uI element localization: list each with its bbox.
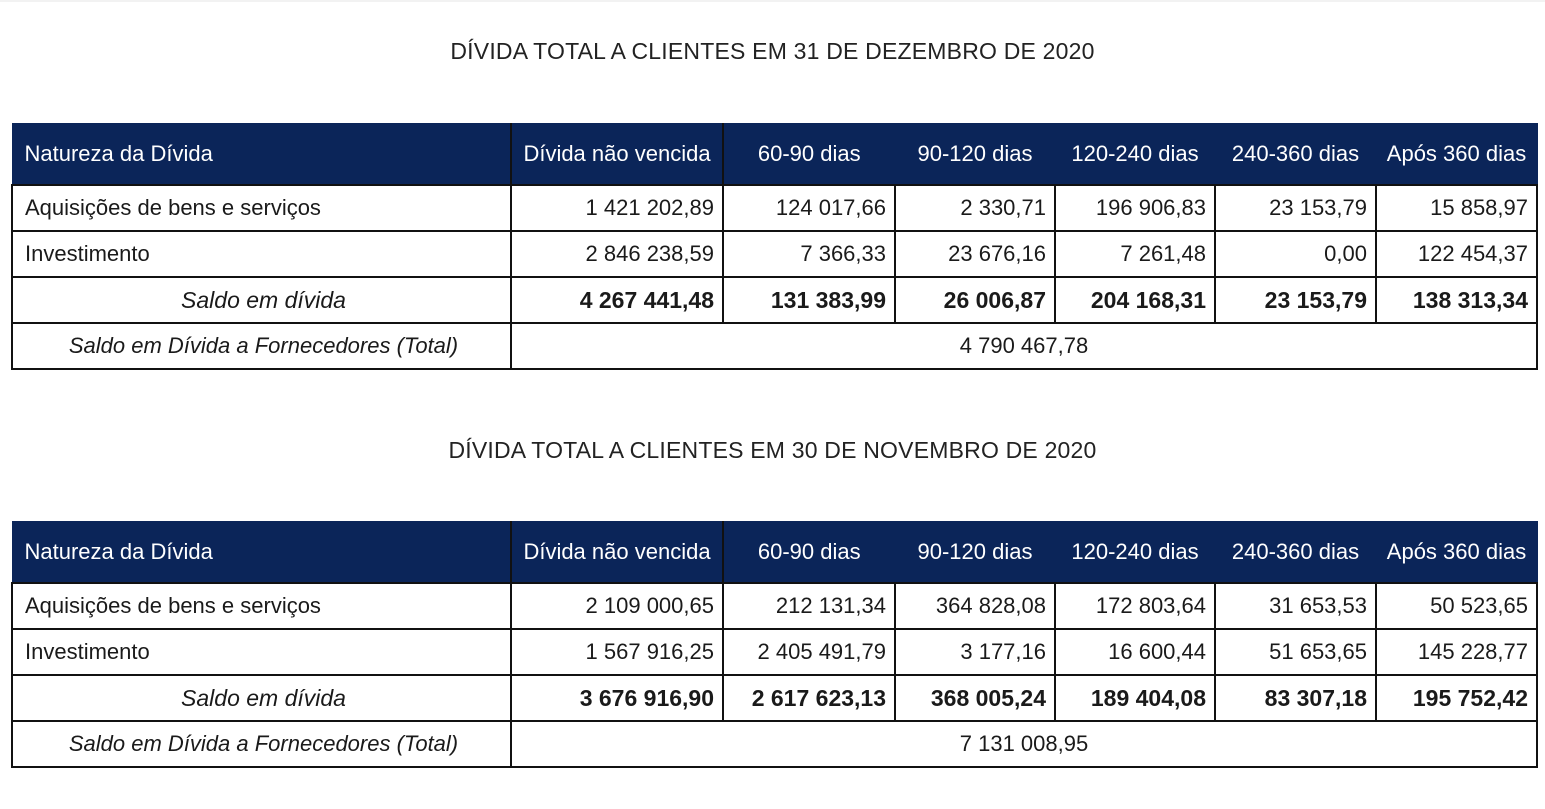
table-cell: 15 858,97 xyxy=(1376,185,1537,231)
column-header: Após 360 dias xyxy=(1376,522,1537,584)
table-cell: 7 366,33 xyxy=(723,231,895,277)
subtotal-cell: 189 404,08 xyxy=(1055,675,1215,721)
total-value: 4 790 467,78 xyxy=(511,323,1537,369)
subtotal-row xyxy=(12,277,1537,323)
subtotal-cell: 204 168,31 xyxy=(1055,277,1215,323)
top-divider xyxy=(0,0,1545,2)
table-cell: 0,00 xyxy=(1215,231,1376,277)
subtotal-cell: 23 153,79 xyxy=(1215,277,1376,323)
table-cell: 196 906,83 xyxy=(1055,185,1215,231)
column-header: Natureza da Dívida xyxy=(12,124,511,186)
subtotal-cell: 368 005,24 xyxy=(895,675,1055,721)
total-value: 7 131 008,95 xyxy=(511,721,1537,767)
subtotal-cell: 26 006,87 xyxy=(895,277,1055,323)
table-row xyxy=(12,185,1537,231)
section-title-november: DÍVIDA TOTAL A CLIENTES EM 30 DE NOVEMBRO DE 2020 xyxy=(448,437,1097,463)
table-cell: 1 567 916,25 xyxy=(511,629,723,675)
table-cell: 50 523,65 xyxy=(1376,583,1537,629)
subtotal-label: Saldo em dívida xyxy=(12,675,511,721)
subtotal-cell: 4 267 441,48 xyxy=(511,277,723,323)
table-cell: 23 153,79 xyxy=(1215,185,1376,231)
table-cell: 145 228,77 xyxy=(1376,629,1537,675)
subtotal-row xyxy=(12,675,1537,721)
section-title-december: DÍVIDA TOTAL A CLIENTES EM 31 DE DEZEMBRO DE 2020 xyxy=(450,38,1095,64)
table-cell: 172 803,64 xyxy=(1055,583,1215,629)
total-label: Saldo em Dívida a Fornecedores (Total) xyxy=(12,323,511,369)
column-header: 240-360 dias xyxy=(1215,522,1376,584)
table-cell: 122 454,37 xyxy=(1376,231,1537,277)
subtotal-cell: 3 676 916,90 xyxy=(511,675,723,721)
column-header: 120-240 dias xyxy=(1055,522,1215,584)
table-cell: 2 405 491,79 xyxy=(723,629,895,675)
table-cell: 23 676,16 xyxy=(895,231,1055,277)
subtotal-cell: 2 617 623,13 xyxy=(723,675,895,721)
column-header: Dívida não vencida xyxy=(511,522,723,584)
table-row xyxy=(12,629,1537,675)
table-cell: 2 109 000,65 xyxy=(511,583,723,629)
total-label: Saldo em Dívida a Fornecedores (Total) xyxy=(12,721,511,767)
column-header: 60-90 dias xyxy=(723,124,895,186)
table-row xyxy=(12,583,1537,629)
subtotal-label: Saldo em dívida xyxy=(12,277,511,323)
column-header: 90-120 dias xyxy=(895,124,1055,186)
column-header: Natureza da Dívida xyxy=(12,522,511,584)
subtotal-cell: 83 307,18 xyxy=(1215,675,1376,721)
column-header: 240-360 dias xyxy=(1215,124,1376,186)
table-cell: 2 330,71 xyxy=(895,185,1055,231)
table-cell: 2 846 238,59 xyxy=(511,231,723,277)
table-header-row xyxy=(12,124,1537,186)
column-header: Dívida não vencida xyxy=(511,124,723,186)
column-header: 120-240 dias xyxy=(1055,124,1215,186)
column-header: Após 360 dias xyxy=(1376,124,1537,186)
row-label: Investimento xyxy=(12,231,511,277)
table-cell: 16 600,44 xyxy=(1055,629,1215,675)
subtotal-cell: 195 752,42 xyxy=(1376,675,1537,721)
table-cell: 1 421 202,89 xyxy=(511,185,723,231)
table-cell: 51 653,65 xyxy=(1215,629,1376,675)
table-header-row xyxy=(12,522,1537,584)
total-row xyxy=(12,721,1537,767)
row-label: Aquisições de bens e serviços xyxy=(12,185,511,231)
row-label: Aquisições de bens e serviços xyxy=(12,583,511,629)
total-row xyxy=(12,323,1537,369)
table-cell: 31 653,53 xyxy=(1215,583,1376,629)
table-row xyxy=(12,231,1537,277)
table-cell: 124 017,66 xyxy=(723,185,895,231)
table-cell: 7 261,48 xyxy=(1055,231,1215,277)
table-cell: 212 131,34 xyxy=(723,583,895,629)
row-label: Investimento xyxy=(12,629,511,675)
column-header: 60-90 dias xyxy=(723,522,895,584)
subtotal-cell: 138 313,34 xyxy=(1376,277,1537,323)
debt-table-november xyxy=(11,521,1538,768)
column-header: 90-120 dias xyxy=(895,522,1055,584)
table-cell: 3 177,16 xyxy=(895,629,1055,675)
subtotal-cell: 131 383,99 xyxy=(723,277,895,323)
debt-table-december xyxy=(11,123,1538,370)
table-cell: 364 828,08 xyxy=(895,583,1055,629)
